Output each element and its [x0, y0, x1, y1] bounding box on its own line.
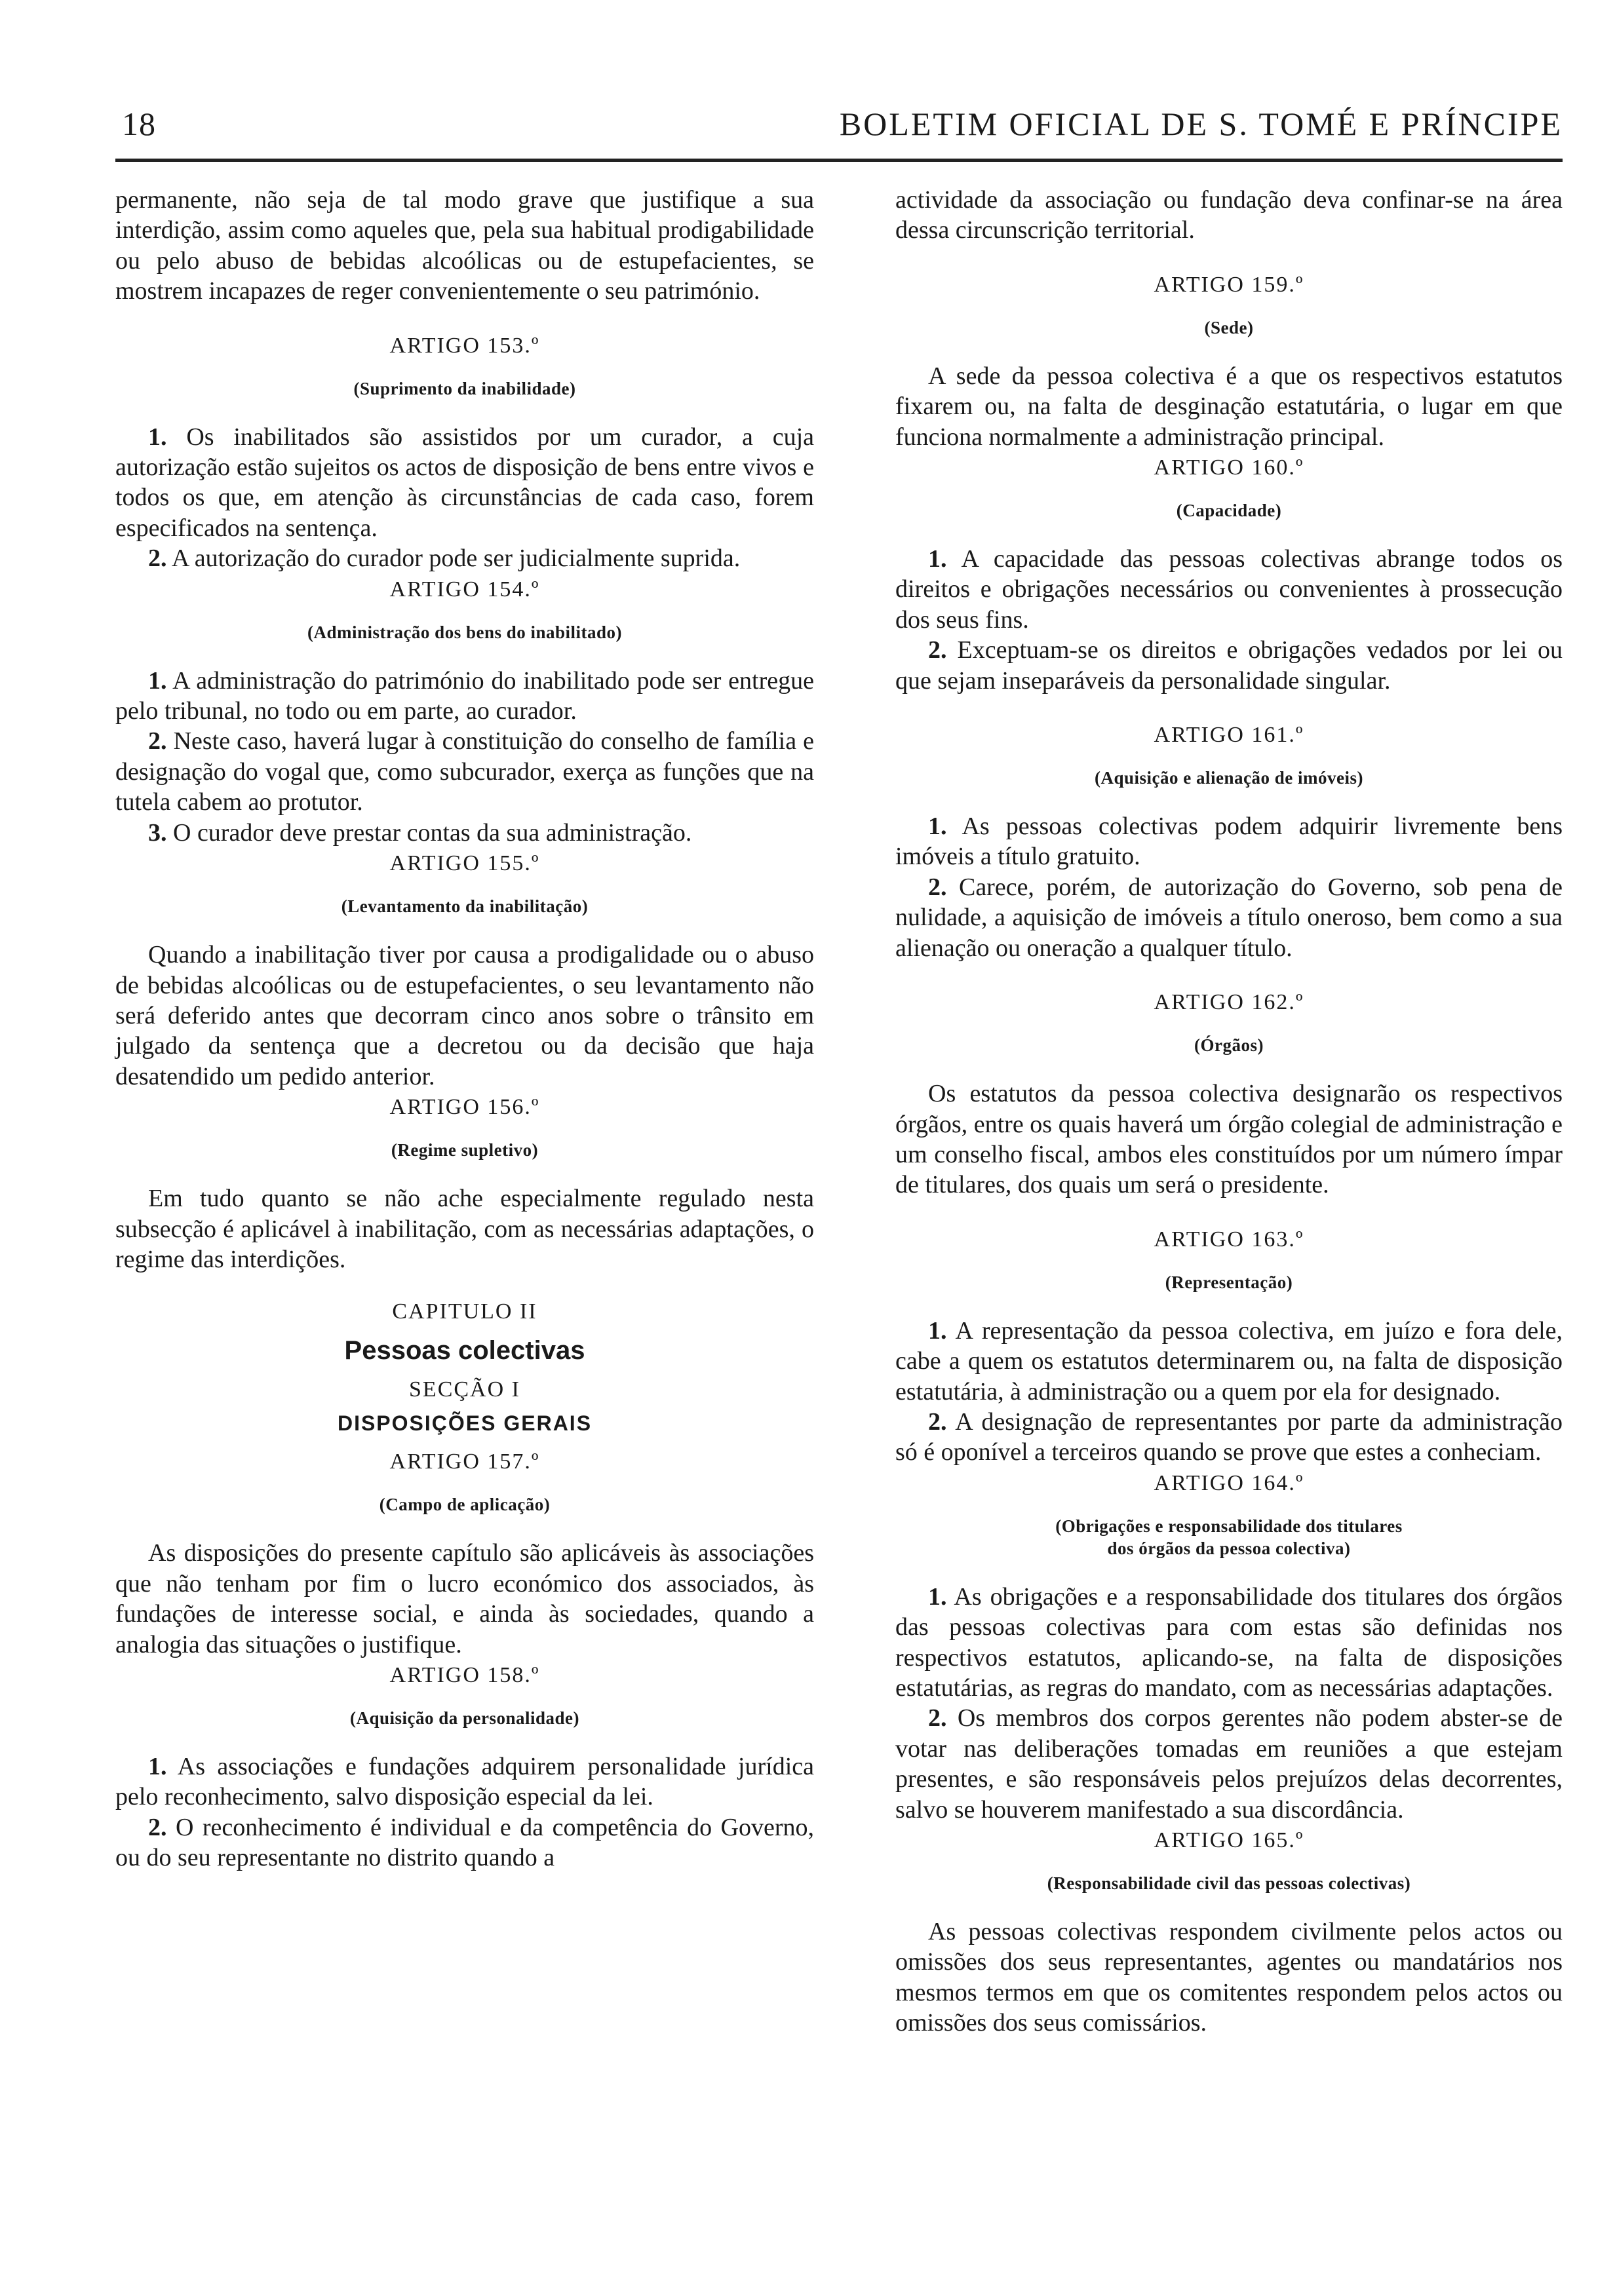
article-heading: ARTIGO 162.º	[1154, 990, 1304, 1015]
paragraph-text: As pessoas colectivas podem adquirir livremente bens imóveis a título gratuito.	[895, 813, 1563, 871]
paragraph-number: 1.	[148, 423, 167, 451]
paragraph-number: 1.	[928, 1316, 947, 1345]
article-heading: ARTIGO 164.º	[1154, 1470, 1304, 1495]
right-column	[895, 185, 1563, 2038]
article-heading: ARTIGO 160.º	[1154, 455, 1304, 480]
paragraph	[895, 1703, 1563, 1825]
paragraph-number: 2.	[148, 545, 167, 573]
paragraph-number: 1.	[148, 666, 167, 695]
paragraph-text: A capacidade das pessoas colectivas abrange todos os direitos e obrigações necessários ou convenientes à prossecução dos seus fins.	[895, 545, 1563, 634]
paragraph-number: 3.	[148, 818, 167, 847]
article-subtitle: (Sede)	[1204, 317, 1254, 337]
paragraph: Os estatutos da pessoa colectiva designarão os respectivos órgãos, entre os quais haverá um órgão colegial de administração e um conselho fiscal, ambos eles constituídos por um número ímpar de titulares, dos quais um será o presidente.	[895, 1080, 1563, 1199]
paragraph	[895, 872, 1563, 963]
article-heading: ARTIGO 159.º	[1154, 272, 1304, 297]
paragraph	[895, 635, 1563, 696]
paragraph: A sede da pessoa colectiva é a que os respectivos estatutos fixarem ou, na falta de desginação estatutária, o lugar em que funciona normalmente a administração principal.	[895, 362, 1563, 451]
article-subtitle: (Órgãos)	[1194, 1035, 1264, 1056]
paragraph	[895, 1582, 1563, 1704]
article-heading: ARTIGO 158.º	[389, 1662, 540, 1687]
article-subtitle: (Levantamento da inabilitação)	[341, 896, 589, 917]
paragraph-text: O curador deve prestar contas da sua administração.	[173, 818, 692, 847]
paragraph-text: O reconhecimento é individual e da competência do Governo, ou do seu representante no distrito quando a	[115, 1813, 815, 1872]
paragraph-text: A autorização do curador pode ser judicialmente suprida.	[171, 545, 741, 573]
paragraph: Em tudo quanto se não ache especialmente regulado nesta subsecção é aplicável à inabilitação, com as necessárias adaptações, o regime das interdições.	[115, 1185, 814, 1273]
article-subtitle	[895, 1515, 1563, 1559]
paragraph-text: Os membros dos corpos gerentes não podem abster-se de votar nas deliberações tomadas em reuniões a que estejam presentes, e são responsáveis pelos prejuízos delas decorrentes, salvo se houverem manifestado a sua discordância.	[895, 1704, 1563, 1824]
article-subtitle: (Capacidade)	[1176, 501, 1282, 521]
left-column	[115, 185, 814, 1873]
paragraph-number: 2.	[148, 1813, 167, 1841]
article-heading: ARTIGO 153.º	[389, 333, 540, 358]
paragraph	[115, 726, 814, 817]
article-heading: ARTIGO 155.º	[389, 851, 540, 876]
article-subtitle: (Administração dos bens do inabilitado)	[307, 622, 623, 642]
paragraph	[115, 543, 814, 573]
article-subtitle-line: (Obrigações e responsabilidade dos titulares	[1055, 1516, 1403, 1536]
paragraph-text: As obrigações e a responsabilidade dos titulares dos órgãos das pessoas colectivas para com estas são definidas nos respectivos estatutos, aplicando-se, na falta de disposições estatutárias, as regras do mandato, com as necessárias adaptações.	[895, 1582, 1563, 1702]
article-subtitle-line: dos órgãos da pessoa colectiva)	[1107, 1538, 1351, 1558]
section-title: DISPOSIÇÕES GERAIS	[337, 1411, 593, 1436]
article-heading: ARTIGO 154.º	[389, 577, 540, 602]
article-subtitle: (Representação)	[1165, 1272, 1293, 1292]
paragraph-number: 1.	[148, 1752, 167, 1780]
paragraph	[115, 818, 814, 848]
paragraph-text: A designação de representantes por parte da administração só é oponível a terceiros quando se prove que estes a conheciam.	[895, 1407, 1563, 1466]
article-subtitle: (Suprimento da inabilidade)	[353, 378, 576, 398]
chapter-title: Pessoas colectivas	[344, 1336, 585, 1366]
paragraph	[895, 811, 1563, 872]
paragraph-number: 1.	[928, 545, 947, 573]
paragraph-number: 2.	[928, 1407, 947, 1436]
paragraph-number: 2.	[928, 636, 947, 664]
paragraph-number: 1.	[928, 813, 947, 841]
paragraph-text: As associações e fundações adquirem personalidade jurídica pelo reconhecimento, salvo disposição especial da lei.	[115, 1752, 814, 1811]
paragraph: actividade da associação ou fundação deva confinar-se na área dessa circunscrição territorial.	[895, 186, 1563, 244]
chapter-heading: CAPITULO II	[392, 1299, 537, 1324]
paragraph-text: Carece, porém, de autorização do Governo, sob pena de nulidade, a aquisição de imóveis a título oneroso, bem como a sua alienação ou oneração a qualquer título.	[895, 873, 1563, 962]
page-number: 18	[122, 105, 156, 142]
paragraph-text: Exceptuam-se os direitos e obrigações vedados por lei ou que sejam inseparáveis da personalidade singular.	[895, 636, 1563, 695]
running-title: BOLETIM OFICIAL DE S. TOMÉ E PRÍNCIPE	[839, 105, 1563, 142]
paragraph-text: Os inabilitados são assistidos por um curador, a cuja autorização estão sujeitos os actos de disposição de bens entre vivos e todos os que, em atenção às circunstâncias de cada caso, forem especificados na sentença.	[115, 423, 815, 542]
paragraph	[115, 1751, 814, 1812]
paragraph-text: A representação da pessoa colectiva, em juízo e fora dele, cabe a quem os estatutos determinarem ou, na falta de disposição estatutária, à administração ou a quem por ela for designado.	[895, 1316, 1563, 1406]
paragraph: As disposições do presente capítulo são aplicáveis às associações que não tenham por fim o lucro económico dos associados, às fundações de interesse social, e ainda às sociedades, quando a analogia das situações o justifique.	[115, 1539, 814, 1658]
article-subtitle: (Regime supletivo)	[391, 1140, 539, 1160]
article-subtitle: (Responsabilidade civil das pessoas colectivas)	[1047, 1873, 1411, 1893]
paragraph	[115, 422, 814, 544]
paragraph-number: 1.	[928, 1582, 947, 1611]
article-heading: ARTIGO 156.º	[389, 1095, 540, 1120]
article-heading: ARTIGO 165.º	[1154, 1828, 1304, 1852]
paragraph	[895, 1407, 1563, 1468]
paragraph	[895, 544, 1563, 635]
paragraph-number: 2.	[928, 873, 947, 901]
article-heading: ARTIGO 157.º	[389, 1449, 540, 1474]
section-heading: SECÇÃO I	[409, 1377, 520, 1402]
paragraph	[895, 1316, 1563, 1407]
article-subtitle: (Campo de aplicação)	[379, 1495, 551, 1515]
page-header	[115, 100, 1563, 155]
article-subtitle: (Aquisição da personalidade)	[349, 1708, 580, 1728]
paragraph	[115, 666, 814, 727]
paragraph-number: 2.	[148, 727, 167, 756]
paragraph	[115, 1812, 814, 1873]
paragraph: permanente, não seja de tal modo grave que justifique a sua interdição, assim como aqueles que, pela sua habitual prodigabilidade ou pelo abuso de bebidas alcoólicas ou de estupefacientes, se mostrem incapazes de reger convenientemente o seu património.	[115, 186, 814, 305]
paragraph-number: 2.	[928, 1704, 947, 1732]
paragraph-text: Neste caso, haverá lugar à constituição do conselho de família e designação do vogal que, como subcurador, exerça as funções que na tutela cabem ao protutor.	[115, 727, 815, 816]
header-rule	[115, 159, 1563, 162]
paragraph-text: A administração do património do inabilitado pode ser entregue pelo tribunal, no todo ou em parte, ao curador.	[115, 666, 814, 725]
paragraph: As pessoas colectivas respondem civilmente pelos actos ou omissões dos seus representantes, agentes ou mandatários nos mesmos termos em que os comitentes respondem pelos actos ou omissões dos seus comissários.	[895, 1918, 1563, 2037]
paragraph: Quando a inabilitação tiver por causa a prodigalidade ou o abuso de bebidas alcoólicas ou de estupefacientes, o seu levantamento não será deferido antes que decorram cinco anos sobre o trânsito em julgado da sentença que a decretou ou da decisão que haja desatendido um pedido anterior.	[115, 941, 814, 1090]
article-heading: ARTIGO 161.º	[1154, 723, 1304, 748]
article-subtitle: (Aquisição e alienação de imóveis)	[1095, 768, 1363, 788]
article-heading: ARTIGO 163.º	[1154, 1227, 1304, 1252]
